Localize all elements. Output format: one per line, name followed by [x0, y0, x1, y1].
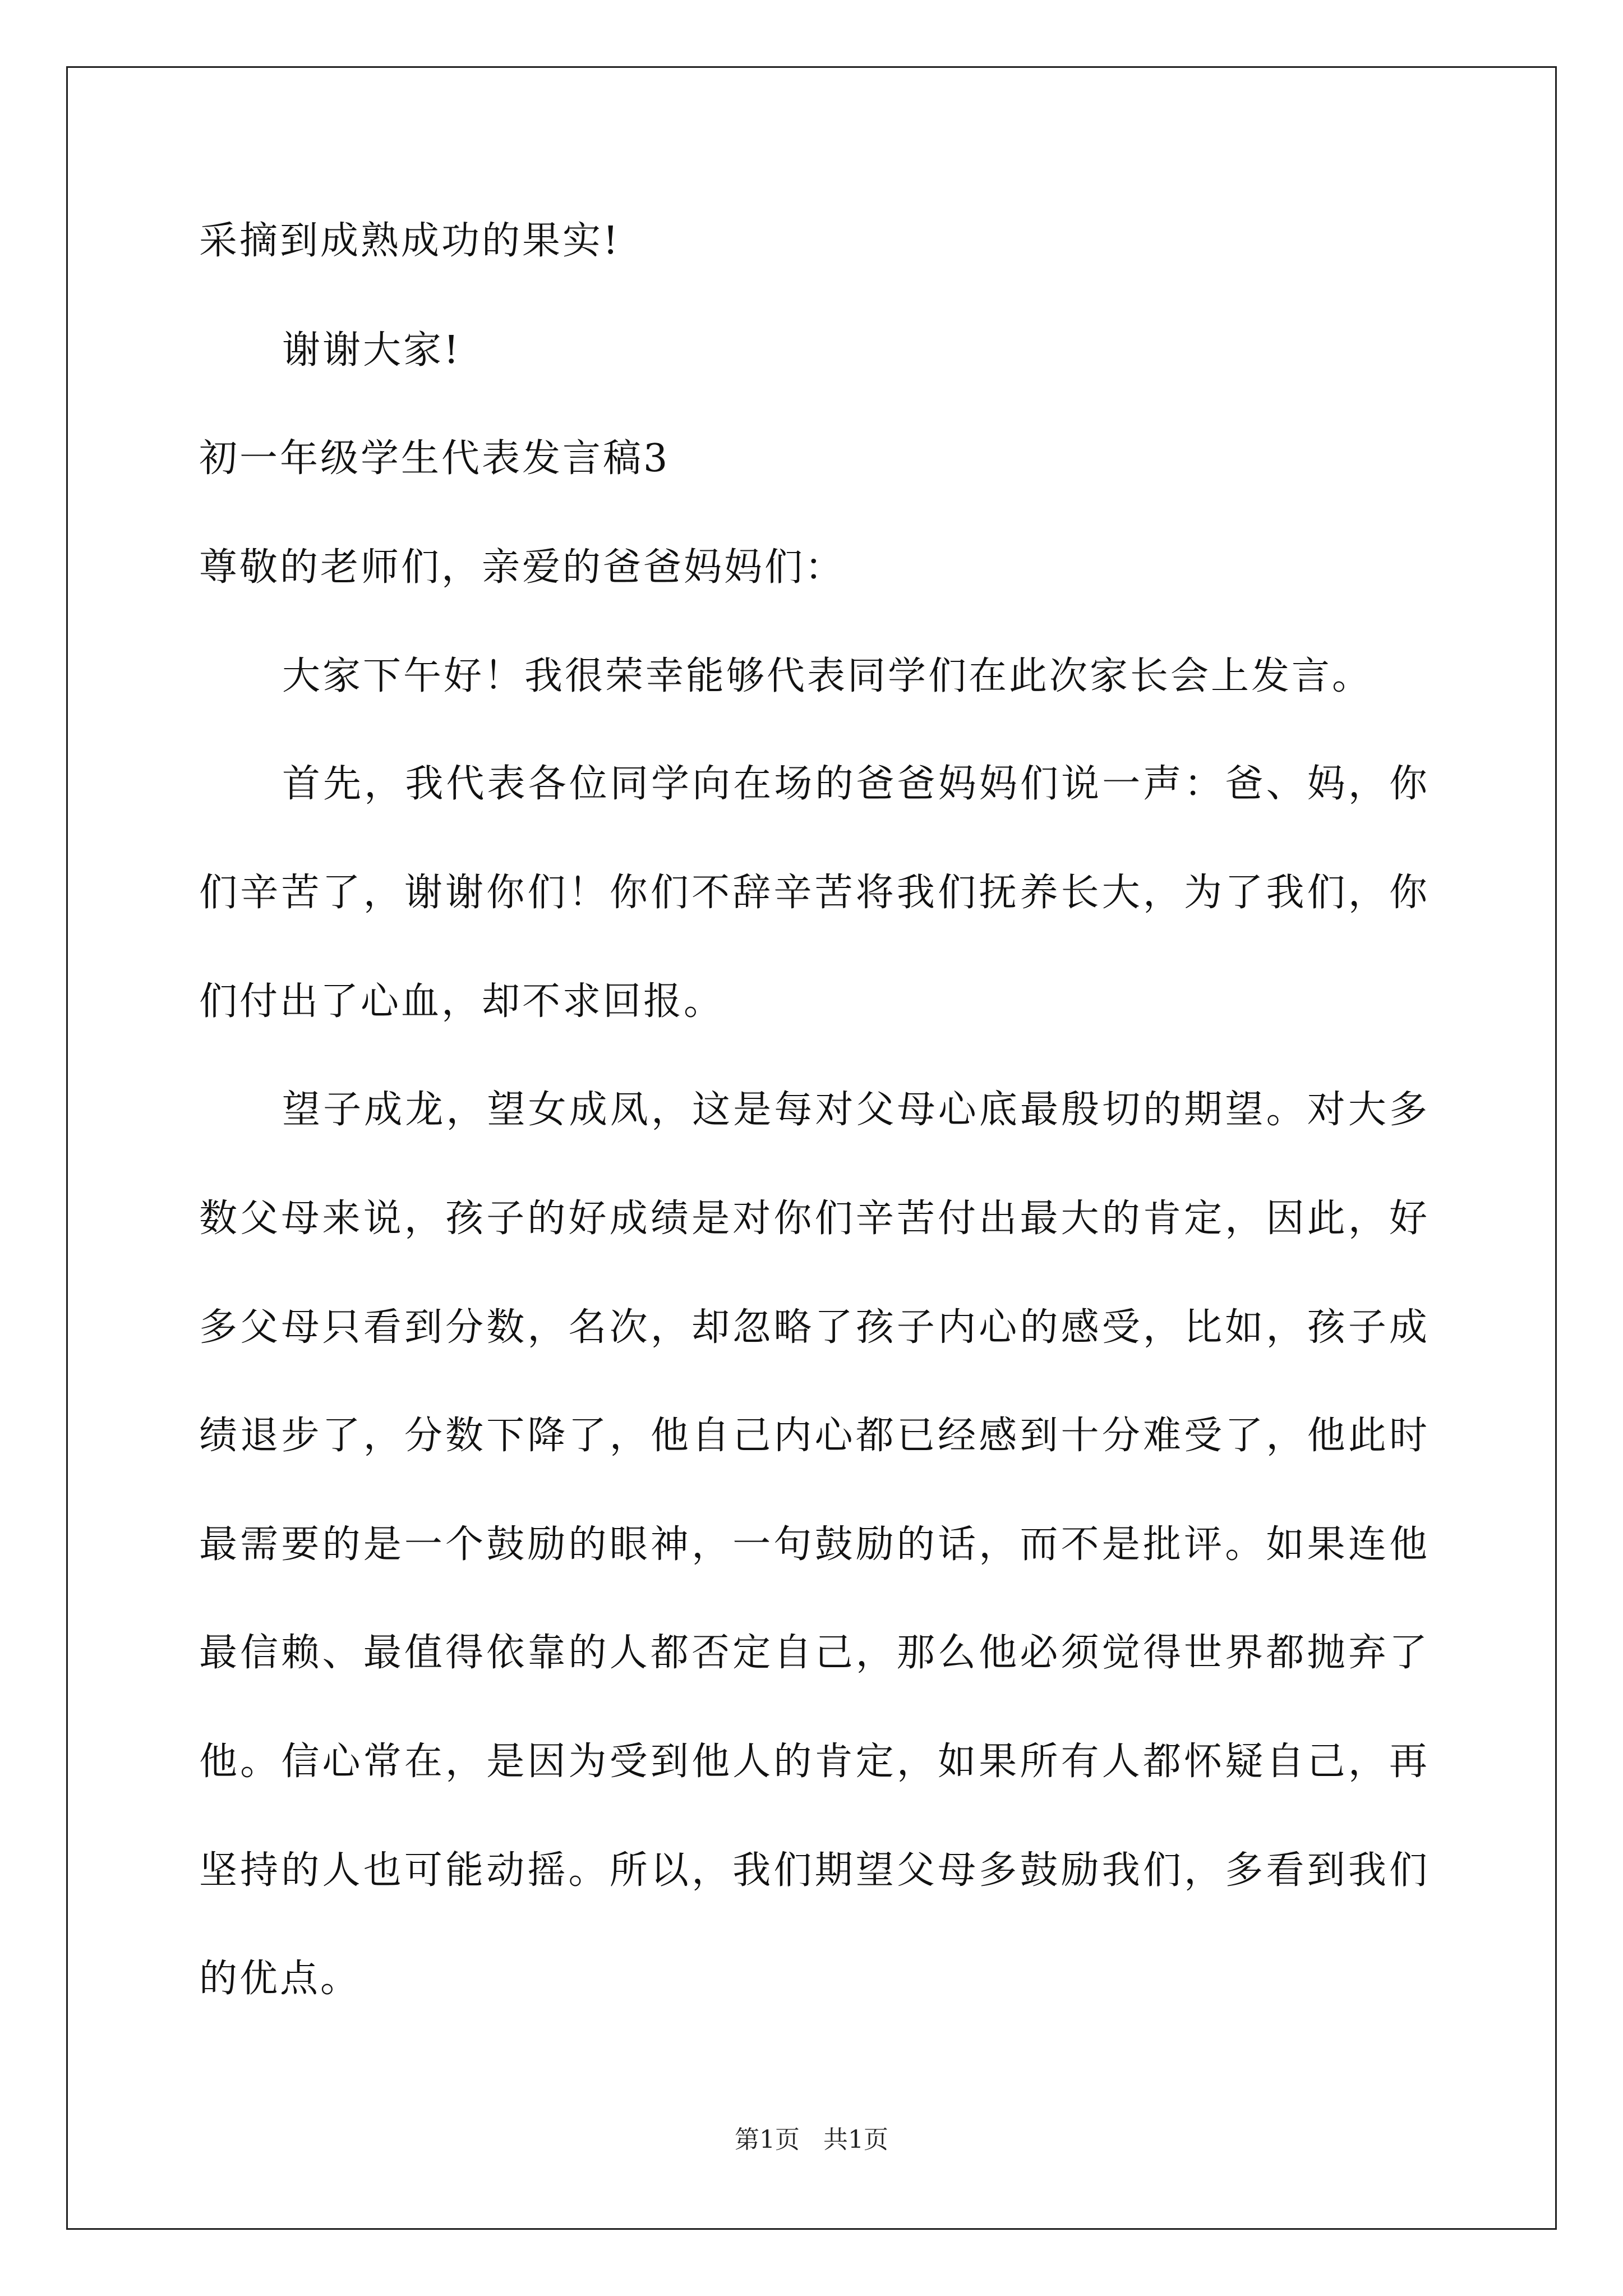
- paragraph-line: 最信赖、最值得依靠的人都否定自己，那么他必须觉得世界都抛弃了: [199, 1631, 1427, 1675]
- paragraph-line: 的优点。: [199, 1957, 361, 2001]
- paragraph-line: 数父母来说，孩子的好成绩是对你们辛苦付出最大的肯定，因此，好: [199, 1197, 1427, 1241]
- page-total: 共1页: [823, 2125, 888, 2154]
- paragraph-line: 多父母只看到分数，名次，却忽略了孩子内心的感受，比如，孩子成: [199, 1305, 1427, 1350]
- paragraph-line: 他。信心常在，是因为受到他人的肯定，如果所有人都怀疑自己，再: [199, 1740, 1427, 1784]
- paragraph-line: 大家下午好！我很荣幸能够代表同学们在此次家长会上发言。: [282, 654, 1373, 698]
- paragraph-line: 坚持的人也可能动摇。所以，我们期望父母多鼓励我们，多看到我们: [199, 1848, 1427, 1893]
- section-title: 初一年级学生代表发言稿3: [199, 436, 670, 481]
- paragraph-line: 绩退步了，分数下降了，他自己内心都已经感到十分难受了，他此时: [199, 1414, 1427, 1458]
- page-border: [66, 66, 1557, 2230]
- paragraph-line: 首先，我代表各位同学向在场的爸爸妈妈们说一声：爸、妈，你: [282, 762, 1427, 806]
- page-number: 第1页: [735, 2125, 800, 2154]
- page-footer: [0, 2123, 1623, 2157]
- salutation: 尊敬的老师们，亲爱的爸爸妈妈们：: [199, 545, 846, 590]
- paragraph-line: 望子成龙，望女成凤，这是每对父母心底最殷切的期望。对大多: [282, 1088, 1427, 1132]
- paragraph-line: 们辛苦了，谢谢你们！你们不辞辛苦将我们抚养长大，为了我们，你: [199, 871, 1427, 915]
- paragraph-line: 们付出了心血，却不求回报。: [199, 979, 725, 1024]
- paragraph-line: 最需要的是一个鼓励的眼神，一句鼓励的话，而不是批评。如果连他: [199, 1522, 1427, 1567]
- closing-line: 谢谢大家!: [282, 328, 462, 372]
- text-line: 采摘到成熟成功的果实!: [199, 219, 621, 263]
